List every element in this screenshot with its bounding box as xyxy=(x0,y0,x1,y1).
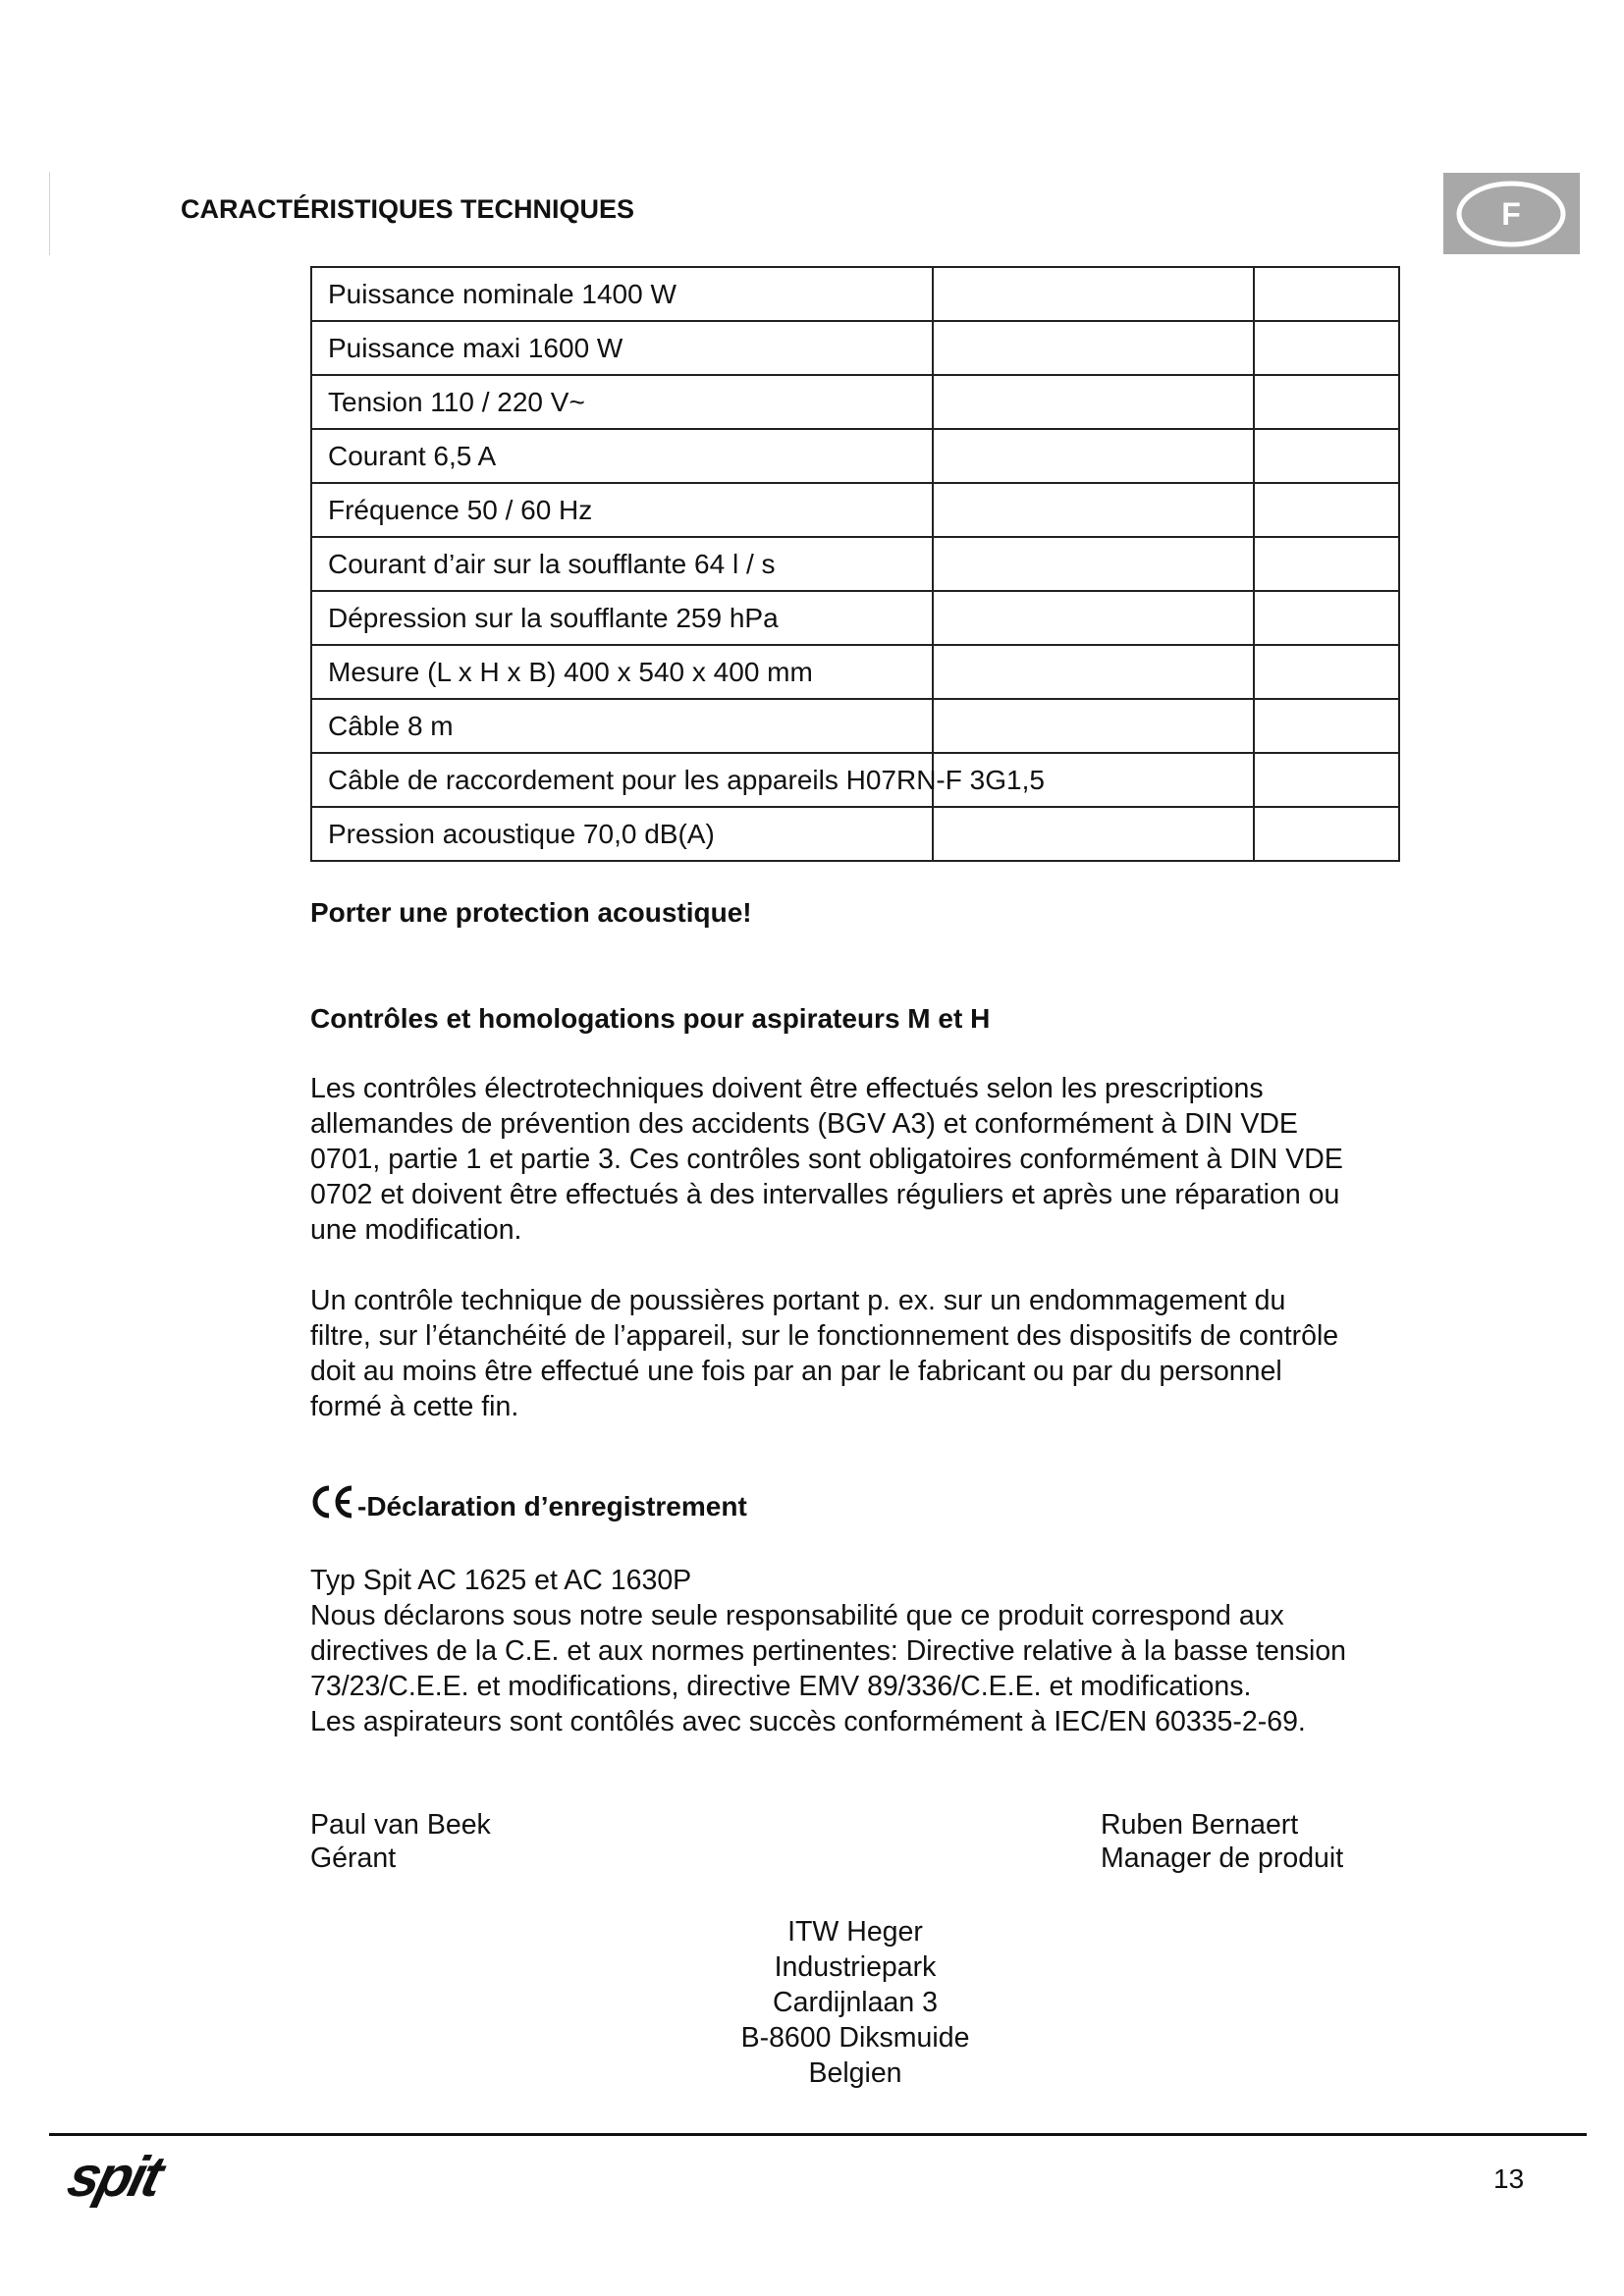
signature-right xyxy=(1101,1808,1343,1875)
language-badge-letter: F xyxy=(1501,196,1521,232)
spec-cell: Mesure (L x H x B) 400 x 540 x 400 mm xyxy=(311,645,933,699)
controls-paragraph-2: Un contrôle technique de poussières portant p. ex. sur un endommagement du filtre, sur l’étanchéité de l’appareil, sur le fonctionnement des dispositifs de contrôle doit au moins être effectué une fois par an par le fabricant ou par du personnel formé à cette fin. xyxy=(310,1285,1339,1422)
declaration-text: Typ Spit AC 1625 et AC 1630P Nous déclarons sous notre seule responsabilité que ce produit correspond aux directives de la C.E. et aux normes pertinentes: Directive relative à la basse tension 73/23/C.E.E. et modifications, directive EMV 89/336/C.E.E. et modifications. Les aspirateurs sont contôlés avec succès conformément à IEC/EN 60335-2-69. xyxy=(310,1565,1347,1737)
table-row xyxy=(311,591,1399,645)
spec-cell: Tension 110 / 220 V~ xyxy=(311,375,933,429)
table-row xyxy=(311,429,1399,483)
spec-cell: Courant 6,5 A xyxy=(311,429,933,483)
spec-cell: Courant d’air sur la soufflante 64 l / s xyxy=(311,537,933,591)
page-title: CARACTÉRISTIQUES TECHNIQUES xyxy=(181,194,635,224)
table-row xyxy=(311,699,1399,753)
ce-mark-icon xyxy=(310,1484,355,1526)
spec-cell: Fréquence 50 / 60 Hz xyxy=(311,483,933,537)
left-margin-rule xyxy=(49,172,50,255)
svg-text:spit: spit xyxy=(61,2145,167,2209)
page-number: 13 xyxy=(1493,2163,1525,2194)
signer-name: Ruben Bernaert xyxy=(1101,1809,1299,1841)
footer-rule xyxy=(49,2133,1587,2136)
spec-cell: Puissance maxi 1600 W xyxy=(311,321,933,375)
table-row xyxy=(311,267,1399,321)
table-row xyxy=(311,645,1399,699)
controls-heading: Contrôles et homologations pour aspirateurs M et H xyxy=(310,1003,991,1034)
controls-paragraph-1: Les contrôles électrotechniques doivent être effectués selon les prescriptions allemandes de prévention des accidents (BGV A3) et conformément à DIN VDE 0701, partie 1 et partie 3. Ces contrôles sont obligatoires conformément à DIN VDE 0702 et doivent être effectués à des intervalles réguliers et après une réparation ou une modification. xyxy=(310,1073,1343,1246)
signature-left xyxy=(310,1808,491,1875)
specs-table xyxy=(310,266,1400,862)
spec-cell: Dépression sur la soufflante 259 hPa xyxy=(311,591,933,645)
spec-cell: Pression acoustique 70,0 dB(A) xyxy=(311,807,933,861)
table-row xyxy=(311,321,1399,375)
table-row xyxy=(311,807,1399,861)
company-address: ITW Heger Industriepark Cardijnlaan 3 B-8600 Diksmuide Belgien xyxy=(740,1916,970,2089)
table-row xyxy=(311,483,1399,537)
table-row xyxy=(311,753,1399,807)
hearing-protection-warning: Porter une protection acoustique! xyxy=(310,897,752,928)
table-row xyxy=(311,375,1399,429)
table-row xyxy=(311,537,1399,591)
signer-role: Gérant xyxy=(310,1842,397,1874)
spit-logo xyxy=(61,2145,220,2211)
spec-cell: Câble de raccordement pour les appareils H07RN-F 3G1,5 xyxy=(311,753,933,807)
signer-name: Paul van Beek xyxy=(310,1809,491,1841)
spec-cell: Puissance nominale 1400 W xyxy=(311,267,933,321)
language-badge xyxy=(1443,173,1580,254)
spec-cell: Câble 8 m xyxy=(311,699,933,753)
signer-role: Manager de produit xyxy=(1101,1842,1344,1874)
declaration-heading: -Déclaration d’enregistrement xyxy=(310,1484,747,1526)
language-badge-icon xyxy=(1443,173,1580,254)
